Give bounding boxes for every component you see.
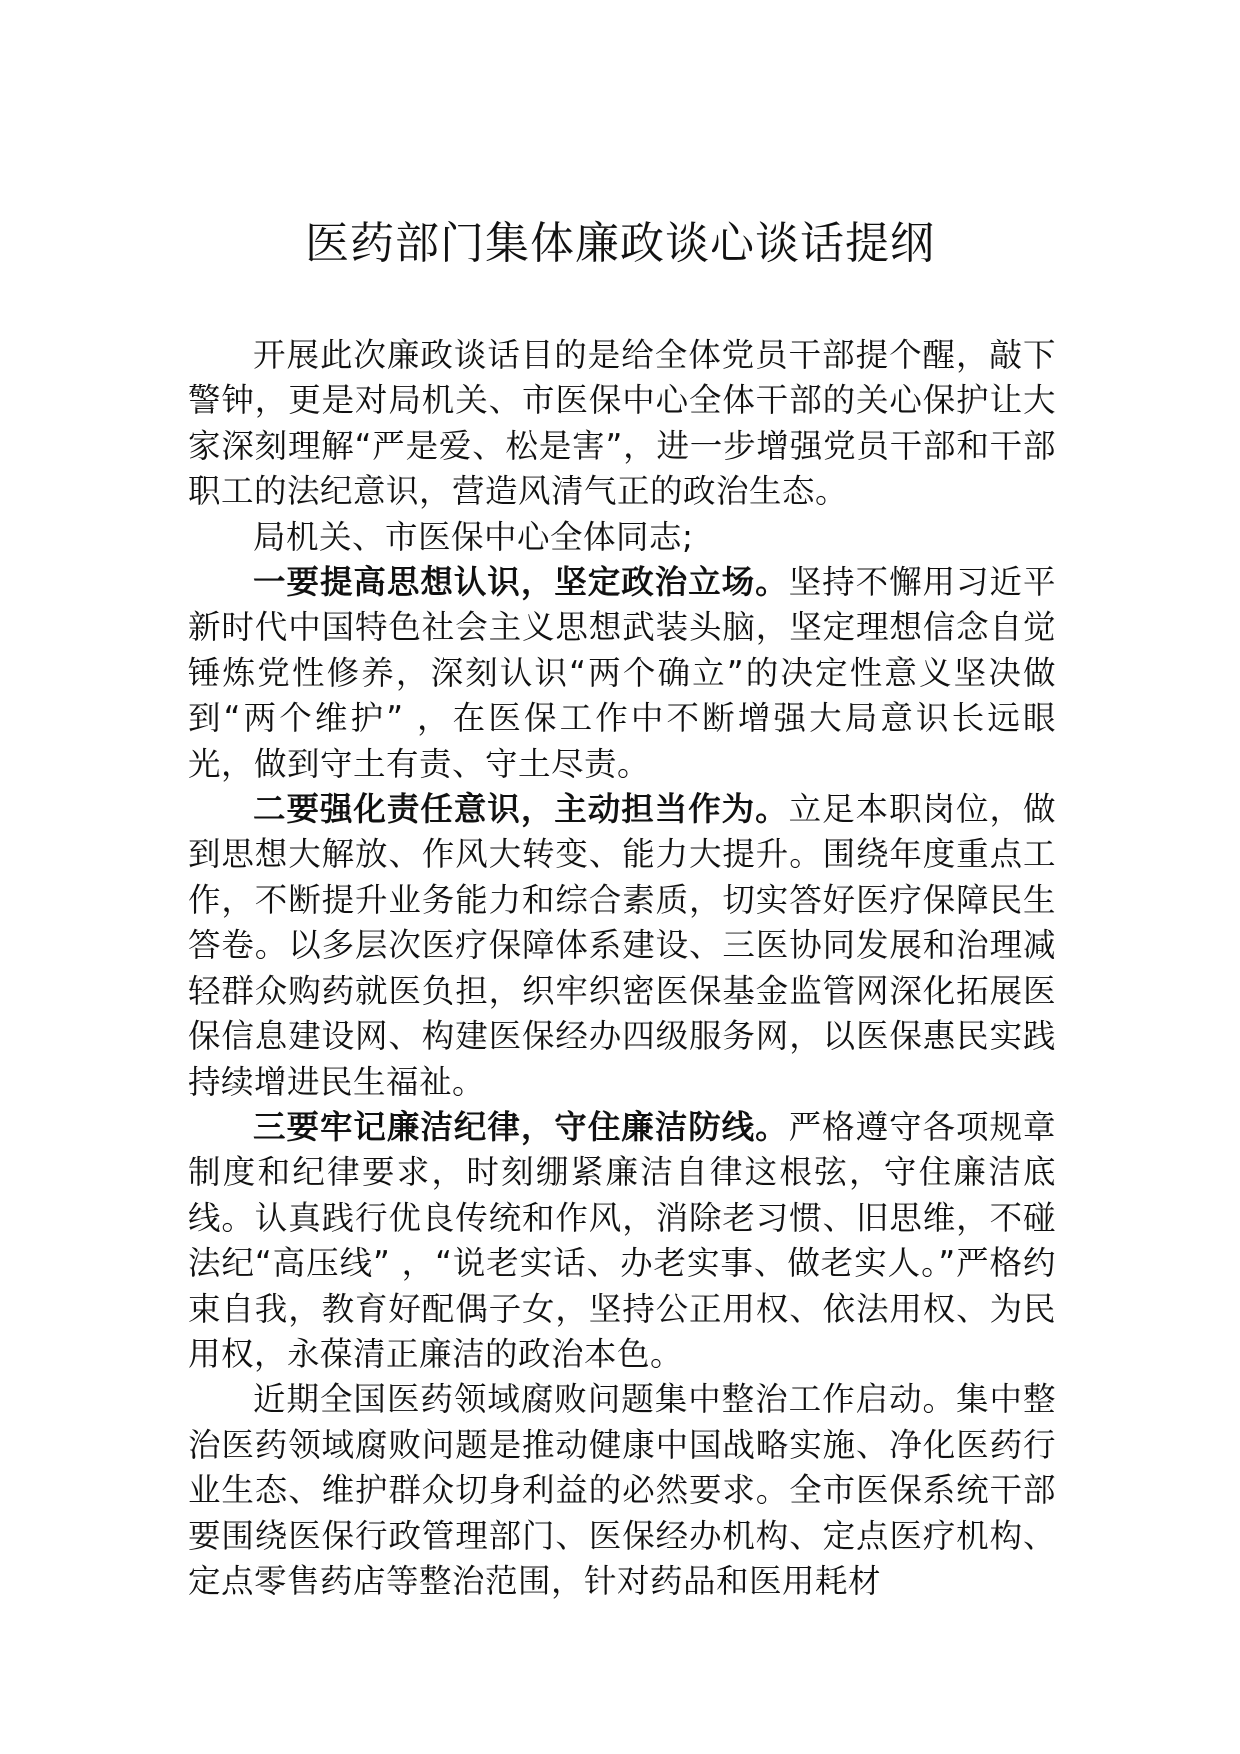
paragraph-intro — [188, 333, 1056, 515]
paragraph-text: 坚持不懈用习近平新时代中国特色社会主义思想武装头脑，坚定理想信念自觉锤炼党性修养，深刻认识“两个确立”的决定性意义坚决做到“两个维护” ，在医保工作中不断增强大局意识长远眼光，做到守土有责、守土尽责。 — [188, 563, 1056, 783]
paragraph-point-one — [188, 560, 1056, 787]
paragraph-lead: 二要强化责任意识，主动担当作为。 — [253, 790, 789, 829]
paragraph-lead: 一要提高思想认识，坚定政治立场。 — [253, 563, 789, 602]
paragraph-salutation — [188, 515, 1056, 560]
paragraph-text: 开展此次廉政谈话目的是给全体党员干部提个醒，敲下警钟，更是对局机关、市医保中心全体干部的关心保护让大家深刻理解“严是爱、松是害”，进一步增强党员干部和干部职工的法纪意识，营造风清气正的政治生态。 — [188, 336, 1056, 511]
paragraph-point-three — [188, 1105, 1056, 1377]
document-title: 医药部门集体廉政谈心谈话提纲 — [305, 218, 935, 269]
paragraph-text: 严格遵守各项规章制度和纪律要求，时刻绷紧廉洁自律这根弦，守住廉洁底线。认真践行优良传统和作风，消除老习惯、旧思维，不碰法纪“高压线” ，“说老实话、办老实事、做老实人。”严格约束自我，教育好配偶子女，坚持公正用权、依法用权、为民用权，永葆清正廉洁的政治本色。 — [188, 1107, 1056, 1373]
paragraph-lead: 三要牢记廉洁纪律，守住廉洁防线。 — [253, 1107, 789, 1146]
document-body — [188, 333, 1056, 1604]
paragraph-text: 近期全国医药领域腐败问题集中整治工作启动。集中整治医药领域腐败问题是推动健康中国战略实施、净化医药行业生态、维护群众切身利益的必然要求。全市医保系统干部要围绕医保行政管理部门、医保经办机构、定点医疗机构、定点零售药店等整治范围，针对药品和医用耗材 — [188, 1380, 1056, 1600]
paragraph-text: 局机关、市医保中心全体同志; — [253, 517, 694, 556]
paragraph-closing — [188, 1377, 1056, 1604]
paragraph-text: 立足本职岗位，做到思想大解放、作风大转变、能力大提升。围绕年度重点工作，不断提升业务能力和综合素质，切实答好医疗保障民生答卷。以多层次医疗保障体系建设、三医协同发展和治理减轻群众购药就医负担，织牢织密医保基金监管网深化拓展医保信息建设网、构建医保经办四级服务网，以医保惠民实践持续增进民生福祉。 — [188, 790, 1056, 1101]
paragraph-point-two — [188, 787, 1056, 1105]
